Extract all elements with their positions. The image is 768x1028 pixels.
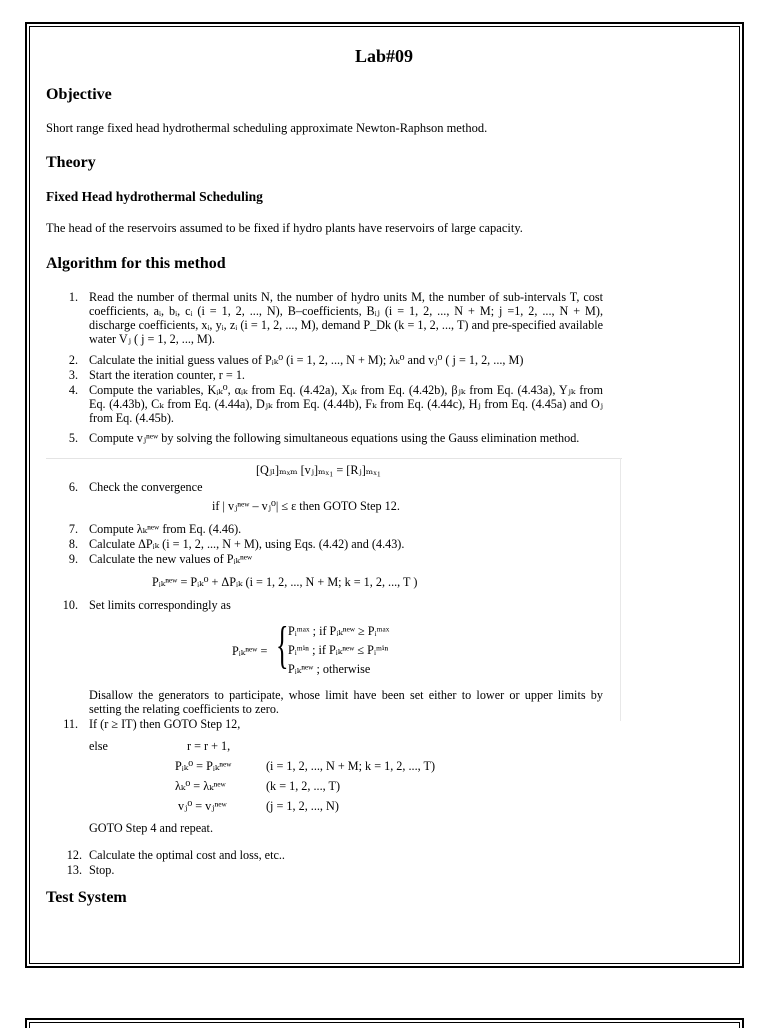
step-3-text: Start the iteration counter, r = 1. — [89, 368, 245, 382]
equation-10-case-min: Pᵢᵐⁱⁿ ; if Pᵢₖⁿᵉʷ ≤ Pᵢᵐⁱⁿ — [288, 643, 389, 657]
equation-11-update-p: Pᵢₖ⁰ = Pᵢₖⁿᵉʷ — [175, 759, 232, 773]
scan-edge — [620, 458, 621, 721]
theory-text: The head of the reservoirs assumed to be fixed if hydro plants have reservoirs of large capacity. — [46, 221, 523, 235]
equation-5: [Qⱼₗ]ₘₓₘ [vⱼ]ₘₓ₁ = [Rⱼ]ₘₓ₁ — [256, 463, 382, 477]
step-5-text: Compute vⱼⁿᵉʷ by solving the following simultaneous equations using the Gauss elimination method. — [89, 431, 580, 445]
equation-9: Pᵢₖⁿᵉʷ = Pᵢₖ⁰ + ΔPᵢₖ (i = 1, 2, ..., N + M; k = 1, 2, ..., T ) — [152, 575, 418, 589]
step-number: 4. — [68, 383, 78, 397]
else-label: else — [89, 739, 108, 753]
step-number: 11. — [63, 717, 78, 731]
step-4-text: Compute the variables, Kᵢₖ⁰, αᵢₖ from Eq. (4.42a), Xᵢₖ from Eq. (4.42b), βⱼₖ from Eq. (4.43a), Yⱼₖ from Eq. (4.43b), Cₖ from Eq. (4.44a), Dⱼₖ from Eq. (4.44b), Fₖ from Eq. (4.44c), Hⱼ from Eq. (4.45a) and Oⱼ from Eq. (4.45b). — [89, 383, 603, 426]
theory-subheading: Fixed Head hydrothermal Scheduling — [46, 189, 263, 204]
step-2-text: Calculate the initial guess values of Pᵢₖ⁰ (i = 1, 2, ..., N + M); λₖ⁰ and vⱼ⁰ ( j = 1, 2, ..., M) — [89, 353, 524, 367]
step-9-text: Calculate the new values of Pᵢₖⁿᵉʷ — [89, 552, 253, 566]
step-10-text: Set limits correspondingly as — [89, 598, 231, 612]
objective-text: Short range fixed head hydrothermal scheduling approximate Newton-Raphson method. — [46, 121, 488, 135]
equation-11-range-v: (j = 1, 2, ..., N) — [266, 799, 339, 813]
step-13-text: Stop. — [89, 863, 115, 877]
goto-step-4: GOTO Step 4 and repeat. — [89, 821, 213, 835]
equation-11-range-p: (i = 1, 2, ..., N + M; k = 1, 2, ..., T) — [266, 759, 436, 773]
equation-11-counter: r = r + 1, — [187, 739, 231, 753]
step-7-text: Compute λₖⁿᵉʷ from Eq. (4.46). — [89, 522, 242, 536]
step-11-text: If (r ≥ IT) then GOTO Step 12, — [89, 717, 241, 731]
page-title: Lab#09 — [354, 46, 414, 66]
step-number: 5. — [68, 431, 78, 445]
algorithm-heading: Algorithm for this method — [46, 255, 226, 272]
equation-11-update-v: vⱼ⁰ = vⱼⁿᵉʷ — [178, 799, 227, 813]
equation-11-range-lambda: (k = 1, 2, ..., T) — [266, 779, 341, 793]
step-number: 1. — [68, 290, 78, 304]
step-1-text: Read the number of thermal units N, the number of hydro units M, the number of sub-intervals T, cost coefficients, aᵢ, bᵢ, cᵢ (i = 1, 2, ..., N), B–coefficients, Bᵢⱼ (i = 1, 2, ..., N + M; j =1, 2, ..., N + M), discharge coefficients, xᵢ, yᵢ, zᵢ (i = 1, 2, ..., M), demand P_Dk (k = 1, 2, ..., T) and pre-specified available water Vⱼ ( j = 1, 2, ..., M). — [89, 290, 603, 347]
test-system-heading: Test System — [46, 889, 127, 906]
step-8-text: Calculate ΔPᵢₖ (i = 1, 2, ..., N + M), using Eqs. (4.42) and (4.43). — [89, 537, 405, 551]
step-number: 6. — [68, 480, 78, 494]
equation-10-case-max: Pᵢᵐᵃˣ ; if Pᵢₖⁿᵉʷ ≥ Pᵢᵐᵃˣ — [288, 624, 390, 638]
equation-10-lhs: Pᵢₖⁿᵉʷ = — [232, 644, 268, 658]
step-10-note: Disallow the generators to participate, whose limit have been set either to lower or upper limits by setting the relating coefficients to zero. — [89, 688, 603, 717]
step-number: 8. — [68, 537, 78, 551]
step-number: 9. — [68, 552, 78, 566]
step-12-text: Calculate the optimal cost and loss, etc.. — [89, 848, 285, 862]
step-number: 13. — [66, 863, 82, 877]
equation-10-case-otherwise: Pᵢₖⁿᵉʷ ; otherwise — [288, 662, 371, 676]
objective-heading: Objective — [46, 86, 112, 103]
step-number: 3. — [68, 368, 78, 382]
left-brace-icon: { — [276, 617, 289, 674]
step-6-text: Check the convergence — [89, 480, 203, 494]
step-number: 7. — [68, 522, 78, 536]
theory-heading: Theory — [46, 154, 96, 171]
next-page-border-inner — [29, 1022, 740, 1028]
step-number: 12. — [66, 848, 82, 862]
step-number: 10. — [62, 598, 78, 612]
scan-edge — [46, 458, 622, 459]
equation-11-update-lambda: λₖ⁰ = λₖⁿᵉʷ — [175, 779, 226, 793]
step-number: 2. — [68, 353, 78, 367]
equation-6: if | vⱼⁿᵉʷ – vⱼ⁰| ≤ ε then GOTO Step 12. — [212, 499, 400, 513]
